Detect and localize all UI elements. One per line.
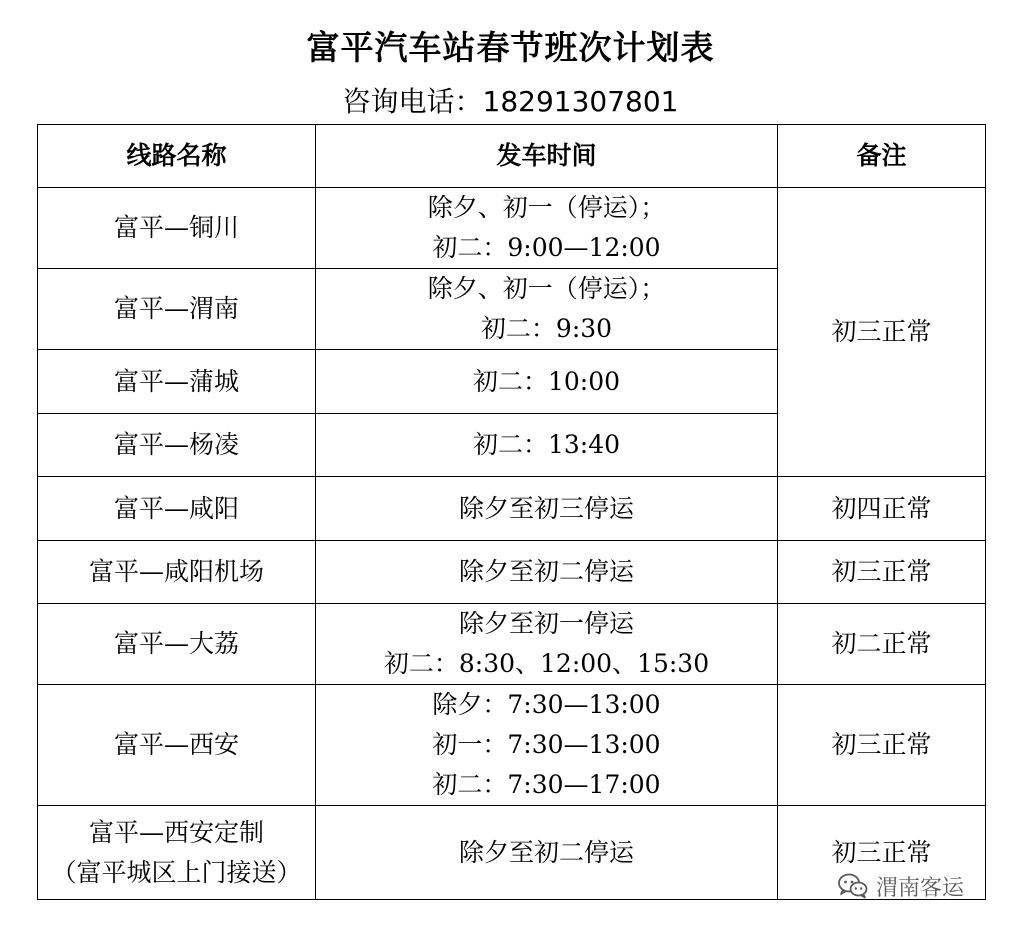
- note-cell: 初三正常: [778, 806, 986, 900]
- time-line: 除夕至初一停运: [458, 609, 634, 638]
- time-line: 初二：9:00—12:00: [432, 233, 661, 262]
- route-cell: [38, 806, 316, 900]
- header-route: 线路名称: [38, 125, 316, 188]
- time-line: 除夕至初三停运: [458, 493, 634, 523]
- watermark-text: 渭南客运: [876, 875, 965, 901]
- table-row: [38, 188, 986, 269]
- time-cell: [316, 806, 778, 900]
- route-name: 富平—铜川: [113, 213, 239, 242]
- route-name: 富平—渭南: [113, 294, 239, 323]
- table-row: [38, 541, 986, 604]
- time-line: 除夕至初二停运: [458, 837, 634, 867]
- time-line: 初二：10:00: [472, 366, 621, 396]
- consult-hotline: 咨询电话：18291307801: [342, 85, 679, 118]
- time-line: 除夕、初一（停运）；: [427, 193, 666, 222]
- route-cell: [38, 604, 316, 685]
- table-row: [38, 685, 986, 806]
- route-cell: [38, 188, 316, 269]
- schedule-table: [37, 124, 986, 900]
- route-cell: [38, 685, 316, 806]
- watermark: [838, 868, 964, 904]
- table-row: [38, 604, 986, 685]
- header-departure-time: 发车时间: [316, 125, 778, 188]
- note-cell: 初三正常: [778, 685, 986, 806]
- note-cell: 初三正常: [778, 541, 986, 604]
- time-line: 初二：13:40: [472, 430, 621, 459]
- route-name: 富平—大荔: [113, 629, 239, 658]
- time-line: 初二：9:30: [480, 314, 613, 343]
- time-cell: [316, 685, 778, 806]
- time-cell: [316, 350, 778, 414]
- time-line: 初二：7:30—17:00: [432, 770, 661, 799]
- time-line: 除夕：7:30—13:00: [432, 690, 661, 719]
- note-cell: 初三正常: [778, 188, 986, 477]
- time-cell: [316, 541, 778, 604]
- route-name: 富平—咸阳机场: [88, 557, 264, 586]
- route-cell: [38, 541, 316, 604]
- time-cell: [316, 269, 778, 350]
- route-cell: [38, 414, 316, 477]
- time-cell: [316, 414, 778, 477]
- time-line: 除夕、初一（停运）；: [427, 274, 666, 303]
- table-header-row: [38, 125, 986, 188]
- route-name: 富平—西安定制: [88, 817, 264, 847]
- time-cell: [316, 188, 778, 269]
- note-cell: 初四正常: [778, 477, 986, 541]
- route-subtitle: （富平城区上门接送）: [51, 857, 302, 887]
- time-line: 初二：8:30、12:00、15:30: [383, 649, 710, 678]
- note-cell: 初二正常: [778, 604, 986, 685]
- time-line: 初一：7:30—13:00: [432, 730, 661, 759]
- route-cell: [38, 477, 316, 541]
- route-name: 富平—西安: [113, 730, 239, 759]
- wechat-icon: [838, 873, 868, 899]
- route-cell: [38, 269, 316, 350]
- route-cell: [38, 350, 316, 414]
- header-note: 备注: [778, 125, 986, 188]
- table-row: [38, 477, 986, 541]
- route-name: 富平—咸阳: [113, 493, 239, 523]
- route-name: 富平—蒲城: [113, 366, 239, 396]
- route-name: 富平—杨凌: [113, 430, 239, 459]
- time-cell: [316, 477, 778, 541]
- time-line: 除夕至初二停运: [458, 557, 634, 586]
- time-cell: [316, 604, 778, 685]
- page-title: 富平汽车站春节班次计划表: [306, 28, 715, 67]
